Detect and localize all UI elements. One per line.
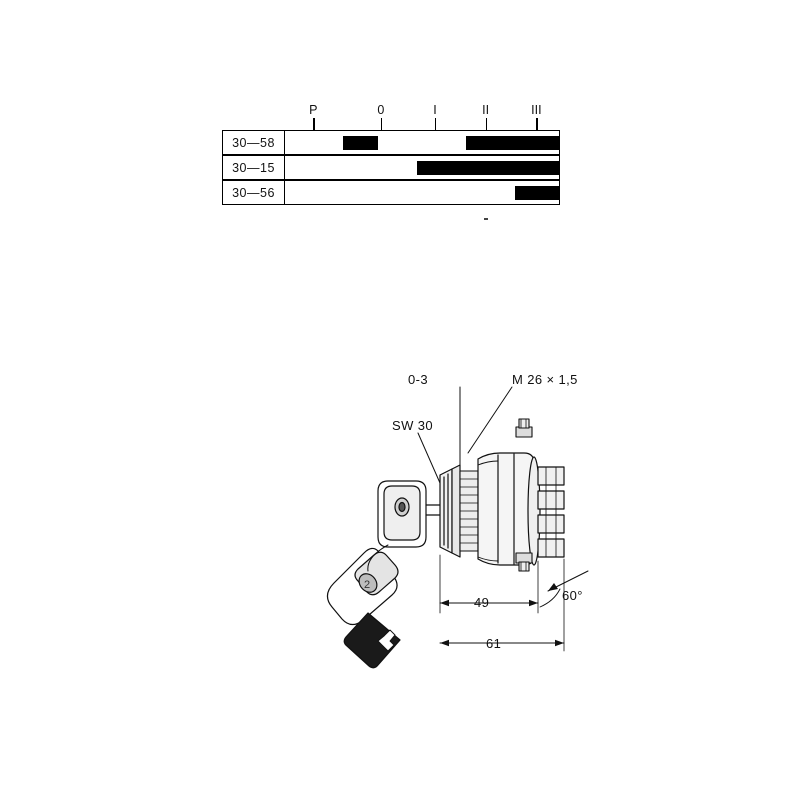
position-tick-p	[313, 118, 314, 130]
position-label-ii: II	[482, 103, 490, 117]
table-row	[222, 130, 560, 155]
circuit-track	[285, 156, 559, 179]
ignition-switch-drawing	[300, 355, 630, 715]
circuit-track	[285, 181, 559, 204]
circuit-label: 30—56	[223, 181, 285, 204]
contact-bar	[417, 161, 559, 175]
position-label-i: I	[433, 103, 437, 117]
contact-bar	[466, 136, 559, 150]
position-tick-ii	[486, 118, 487, 130]
ignition-key	[327, 481, 442, 668]
threaded-neck	[460, 471, 478, 551]
position-label-0: 0	[377, 103, 385, 117]
dimension-label-thread: M 26 × 1,5	[512, 372, 578, 387]
terminal-block	[538, 467, 564, 557]
lock-cylinder	[440, 465, 460, 557]
circuit-track	[285, 131, 559, 154]
position-label-iii: III	[531, 103, 542, 117]
position-tick-i	[435, 118, 436, 130]
dimension-label-61: 61	[486, 636, 502, 651]
contact-bar	[343, 136, 379, 150]
table-row	[222, 155, 560, 180]
dimension-label-wrench-size: SW 30	[392, 418, 434, 433]
stray-mark	[484, 218, 488, 220]
dimension-line-61	[440, 559, 564, 651]
table-row	[222, 180, 560, 205]
switching-table	[222, 130, 560, 206]
dimension-label-angle: 60°	[562, 588, 583, 603]
contact-bar	[515, 186, 559, 200]
circuit-label: 30—15	[223, 156, 285, 179]
dimension-label-gap: 0-3	[408, 372, 428, 387]
dimension-label-49: 49	[474, 595, 490, 610]
position-tick-0	[381, 118, 382, 130]
position-label-p: P	[309, 103, 318, 117]
svg-text:2: 2	[364, 579, 371, 591]
circuit-label: 30—58	[223, 131, 285, 154]
switch-position-markers	[222, 104, 560, 132]
ignition-switch-body	[478, 453, 540, 565]
position-tick-iii	[536, 118, 537, 130]
